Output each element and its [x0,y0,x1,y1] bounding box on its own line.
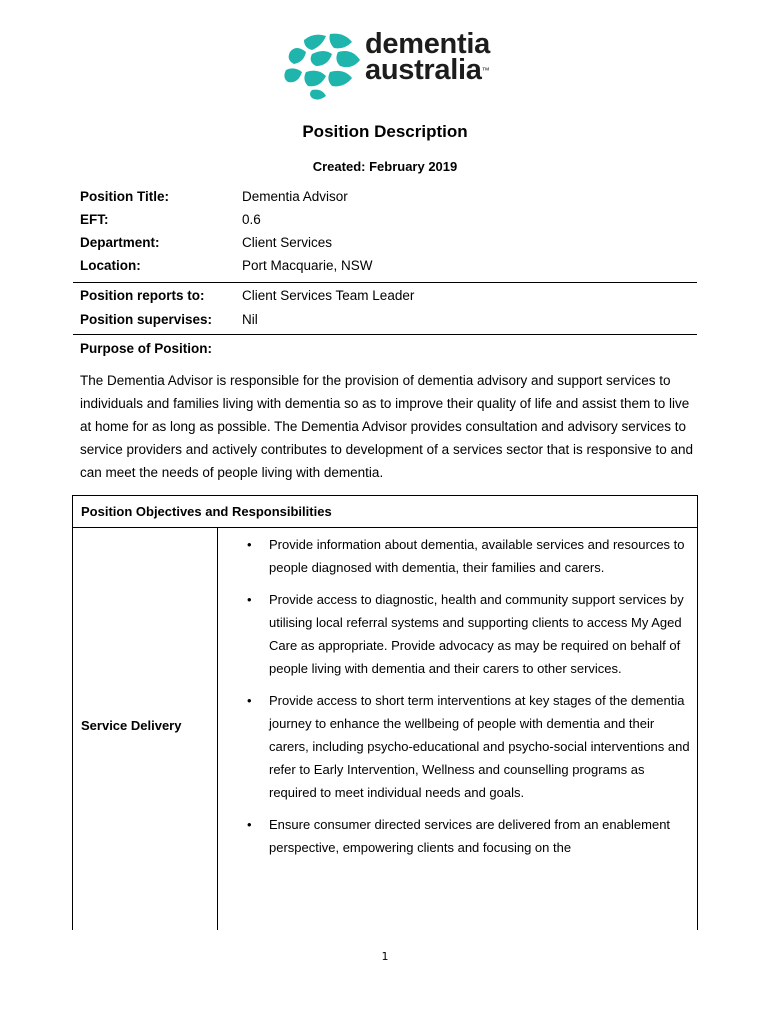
field-label: Department: [80,235,160,250]
purpose-heading: Purpose of Position: [80,341,213,356]
list-item [239,533,691,579]
table-heading: Position Objectives and Responsibilities [81,504,332,519]
field-value: Client Services Team Leader [242,288,415,303]
page-number: 1 [381,950,389,963]
field-label: Position supervises: [80,312,213,327]
table-header [73,496,697,528]
bullet-icon: • [247,592,252,607]
field-label: EFT: [80,212,109,227]
field-value: Dementia Advisor [242,189,348,204]
divider [73,334,697,335]
field-value: Client Services [242,235,333,250]
list-item [239,588,691,680]
responsibility-list [239,533,691,868]
dementia-australia-logo [282,30,492,102]
bullet-icon: • [247,693,252,708]
field-label: Position Title: [80,189,170,204]
page-title: Position Description [302,122,468,141]
divider [73,282,697,283]
field-label: Location: [80,258,141,273]
list-item-text: Provide access to short term interventions at key stages of the dementia journey to enhance the wellbeing of people with dementia and their carers, including psycho-educational and psycho-social interventions and refer to Early Intervention, Wellness and counselling programs as required to meet individual needs and goals. [269,693,690,800]
field-value: Nil [242,312,258,327]
responsibilities-table [72,495,698,930]
bullet-icon: • [247,537,252,552]
field-value: 0.6 [242,212,261,227]
column-divider [217,528,218,930]
logo-text-line1: dementia [365,28,490,60]
list-item-text: Ensure consumer directed services are delivered from an enablement perspective, empowering clients and focusing on the [269,817,671,855]
purpose-text: The Dementia Advisor is responsible for the provision of dementia advisory and support services to individuals and families living with dementia so as to improve their quality of life and assist them to live at home for as long as possible. The Dementia Advisor provides consultation and advisory services to service providers and actively contributes to development of a services sector that is responsive to and can meet the needs of people living with dementia. [80,373,694,480]
bullet-icon: • [247,817,252,832]
trademark-mark: ™ [481,66,490,75]
section-label: Service Delivery [81,718,182,733]
list-item-text: Provide access to diagnostic, health and community support services by utilising local referral systems and supporting clients to access My Aged Care as appropriate. Provide advocacy as may be required on behalf of people living with dementia and their carers to other services. [269,592,684,676]
field-label: Position reports to: [80,288,205,303]
list-item [239,813,691,859]
list-item [239,689,691,804]
brain-logo-icon [282,30,362,102]
field-value: Port Macquarie, NSW [242,258,373,273]
logo-text-line2: australia [365,54,482,86]
list-item-text: Provide information about dementia, available services and resources to people diagnosed with dementia, their families and carers. [269,537,685,575]
created-date: Created: February 2019 [312,159,458,174]
